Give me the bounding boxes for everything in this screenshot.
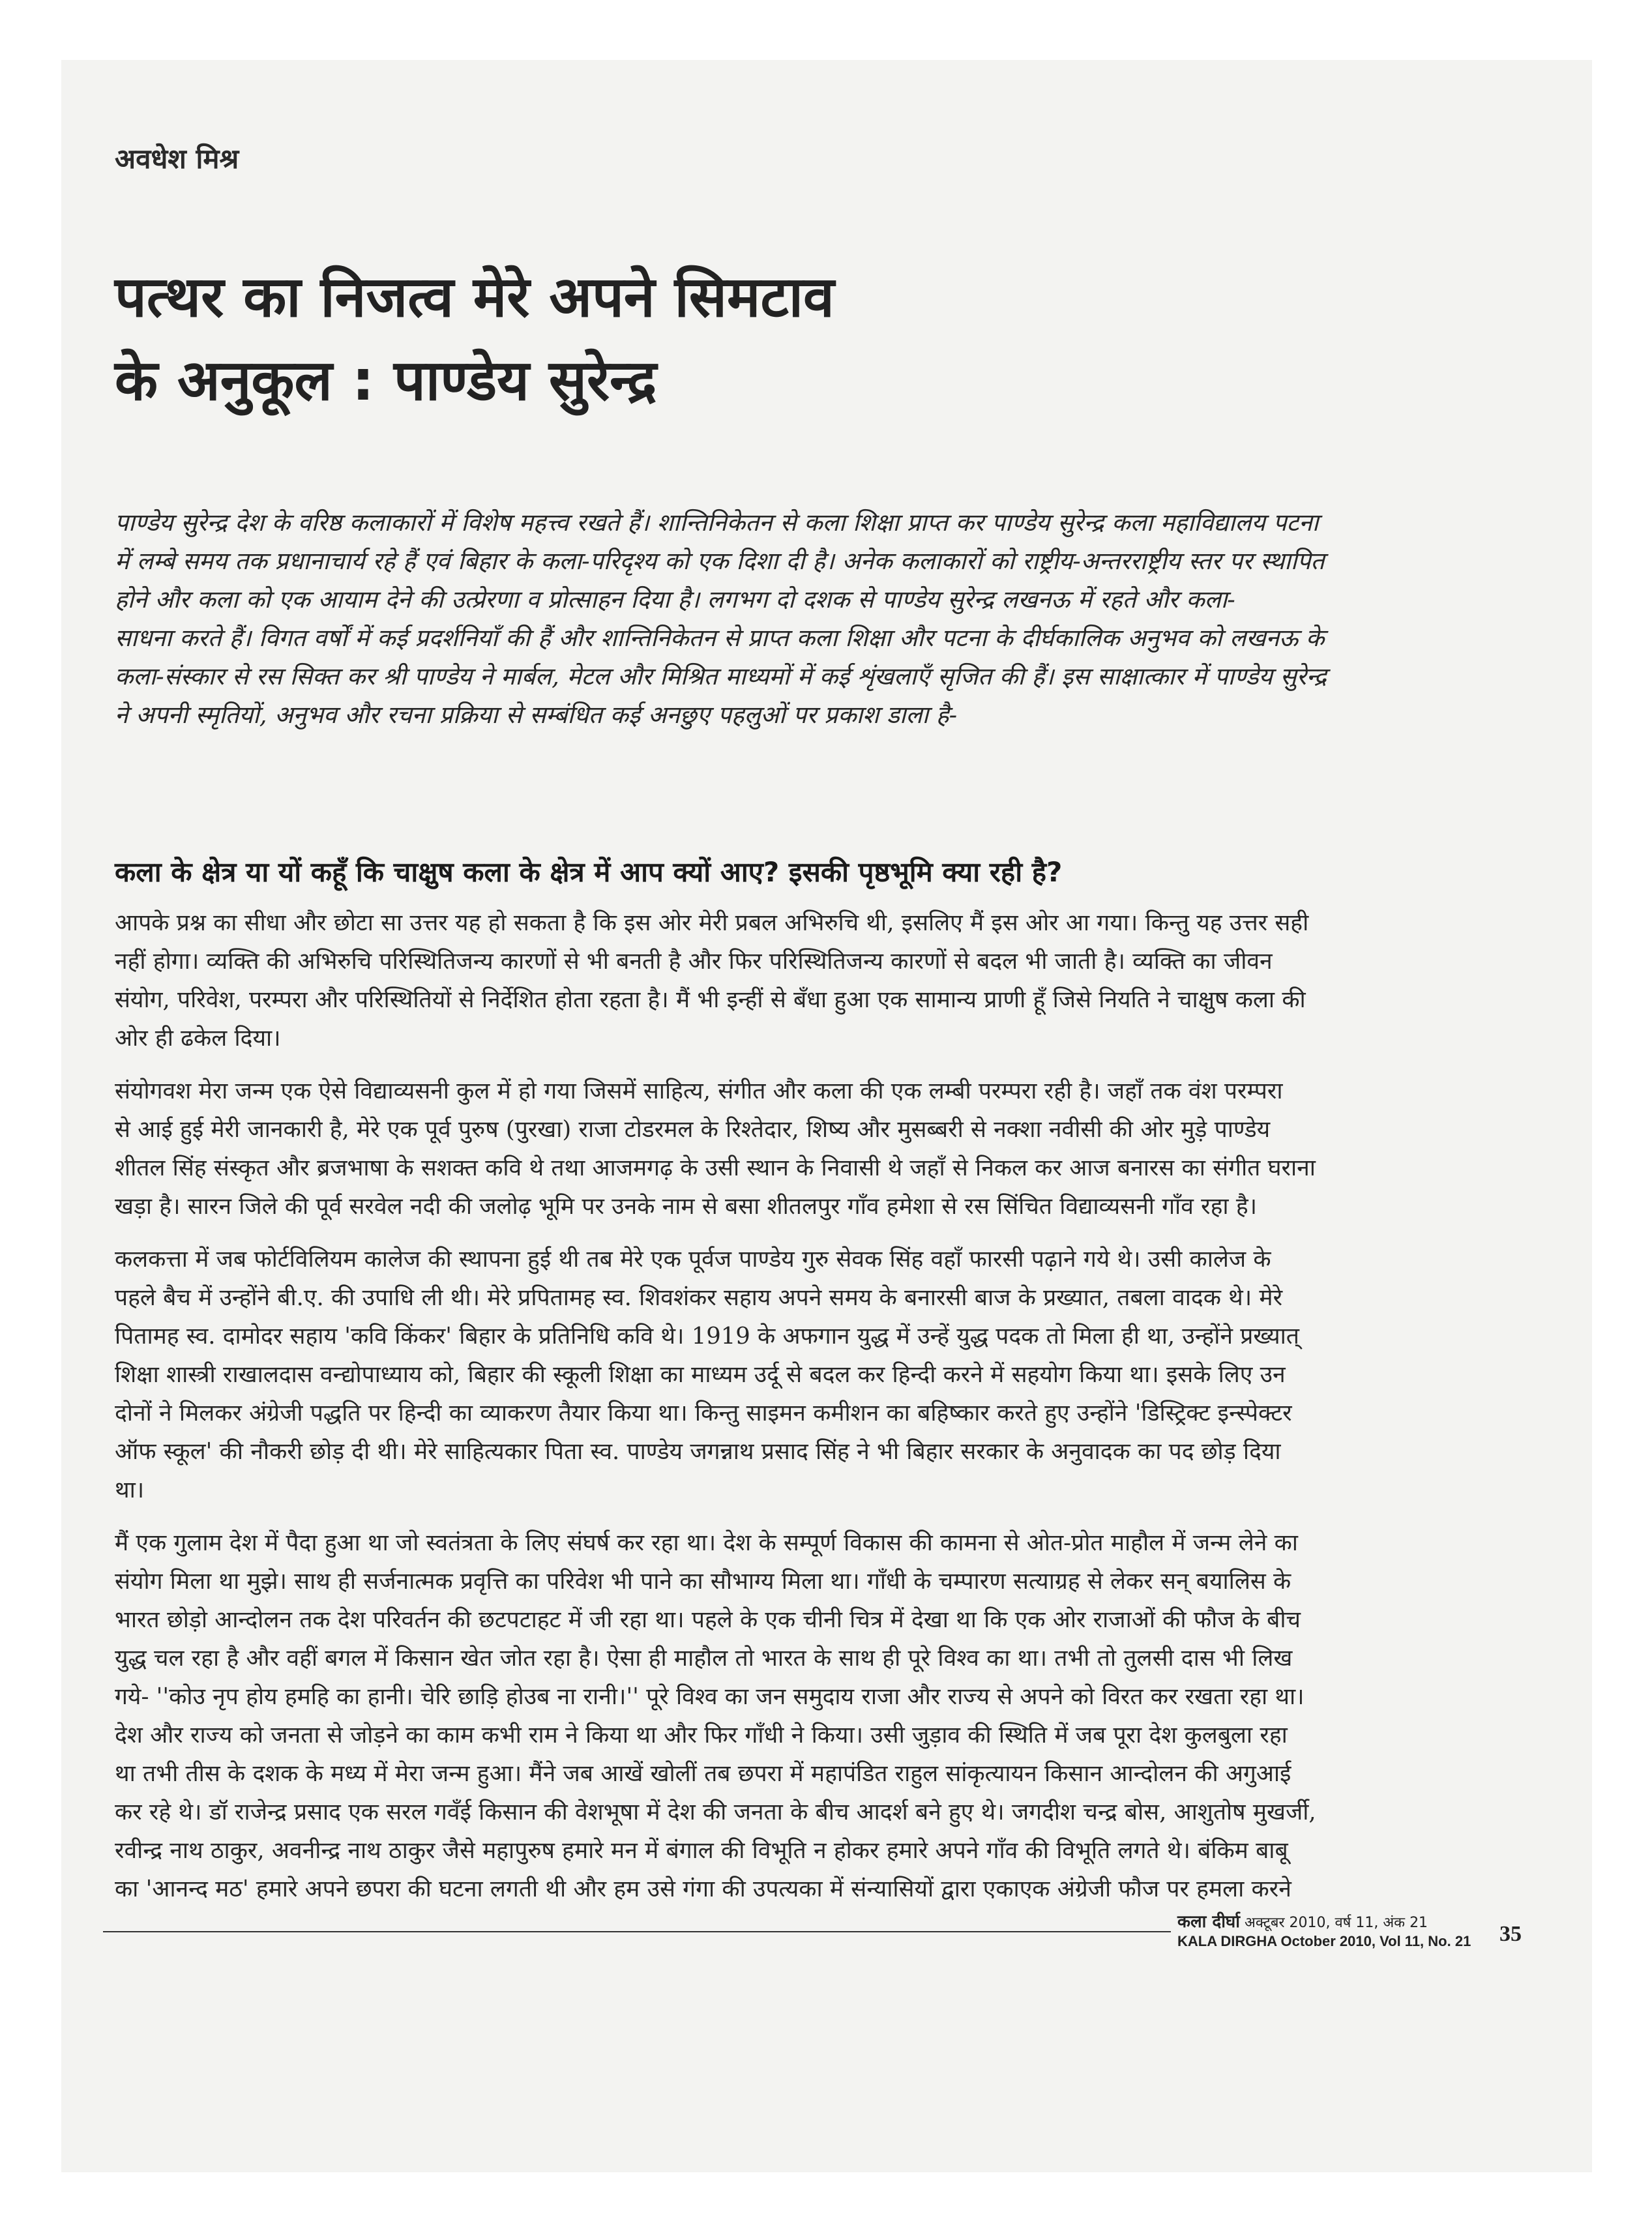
body-line: संयोगवश मेरा जन्म एक ऐसे विद्याव्यसनी कुल में हो गया जिसमें साहित्य, संगीत और कला की एक लम्बी परम्परा रही है। जहाँ तक वंश परम्परा (115, 1078, 1283, 1104)
body-paragraph-4 (115, 1524, 1531, 1908)
intro-line: होने और कला को एक आयाम देने की उत्प्रेरणा व प्रोत्साहन दिया है। लगभग दो दशक से पाण्डेय सुरेन्द्र लखनऊ में रहते और कला- (115, 585, 1235, 613)
footer-hindi-name: कला दीर्घा (1177, 1912, 1241, 1932)
intro-line: ने अपनी स्मृतियों, अनुभव और रचना प्रक्रिया से सम्बंधित कई अनछुए पहलुओं पर प्रकाश डाला है- (115, 701, 958, 729)
author-name: अवधेश मिश्र (115, 143, 239, 175)
body-line: शीतल सिंह संस्कृत और ब्रजभाषा के सशक्त कवि थे तथा आजमगढ़ के उसी स्थान के निवासी थे जहाँ से निकल कर आज बनारस का संगीत घराना (115, 1155, 1316, 1181)
body-line: ऑफ स्कूल' की नौकरी छोड़ दी थी। मेरे साहित्यकार पिता स्व. पाण्डेय जगन्नाथ प्रसाद सिंह ने भी बिहार सरकार के अनुवादक का पद छोड़ दिया (115, 1438, 1281, 1465)
body-line: से आई हुई मेरी जानकारी है, मेरे एक पूर्व पुरुष (पुरखा) राजा टोडरमल के रिश्तेदार, शिष्य और मुसब्बरी से नक्शा नवीसी की ओर मुड़े पाण्डेय (115, 1116, 1271, 1143)
body-paragraph-1 (115, 904, 1531, 1057)
magazine-page (61, 60, 1592, 2172)
article-body (115, 904, 1531, 1923)
body-line: का 'आनन्द मठ' हमारे अपने छपरा की घटना लगती थी और हम उसे गंगा की उपत्यका में संन्यासियों द्वारा एकाएक अंग्रेजी फौज पर हमला करने (115, 1876, 1291, 1902)
body-line: नहीं होगा। व्यक्ति की अभिरुचि परिस्थितिजन्य कारणों से भी बनती है और फिर परिस्थितिजन्य कारणों से बदल भी जाती है। व्यक्ति का जीवन (115, 948, 1273, 975)
page-number: 35 (1499, 1922, 1522, 1946)
footer-hindi-issue: अक्टूबर 2010, वर्ष 11, अंक 21 (1245, 1915, 1428, 1931)
body-line: पितामह स्व. दामोदर सहाय 'कवि किंकर' बिहार के प्रतिनिधि कवि थे। 1919 के अफगान युद्ध में उन्हें युद्ध पदक तो मिला ही था, उन्होंने प्रख्यात् (115, 1323, 1299, 1350)
interview-question: कला के क्षेत्र या यों कहूँ कि चाक्षुष कला के क्षेत्र में आप क्यों आए? इसकी पृष्ठभूमि क्या रही है? (115, 856, 1063, 888)
body-line: गये- ''कोउ नृप होय हमहि का हानी। चेरि छाड़ि होउब ना रानी।'' पूरे विश्व का जन समुदाय राजा और राज्य से अपने को विरत कर रखता रहा था। (115, 1683, 1305, 1710)
title-line: पत्थर का निजत्व मेरे अपने सिमटाव (115, 265, 834, 330)
body-line: संयोग, परिवेश, परम्परा और परिस्थितियों से निर्देशित होता रहता है। मैं भी इन्हीं से बँधा हुआ एक सामान्य प्राणी हूँ जिसे नियति ने चाक्षुष कला की (115, 986, 1306, 1013)
body-line: था तभी तीस के दशक के मध्य में मेरा जन्म हुआ। मैंने जब आखें खोलीं तब छपरा में महापंडित राहुल सांकृत्यायन किसान आन्दोलन की अगुआई (115, 1760, 1291, 1787)
title-line: के अनुकूल : पाण्डेय सुरेन्द्र (115, 348, 657, 413)
body-line: दोनों ने मिलकर अंग्रेजी पद्धति पर हिन्दी का व्याकरण तैयार किया था। किन्तु साइमन कमीशन का बहिष्कार करते हुए उन्होंने 'डिस्ट्रिक्ट इन्स्पेक्टर (115, 1400, 1292, 1426)
body-line: भारत छोड़ो आन्दोलन तक देश परिवर्तन की छटपटाहट में जी रहा था। पहले के एक चीनी चित्र में देखा था कि एक ओर राजाओं की फौज के बीच (115, 1606, 1301, 1633)
intro-line: कला-संस्कार से रस सिक्त कर श्री पाण्डेय ने मार्बल, मेटल और मिश्रित माध्यमों में कई शृंखलाएँ सृजित की हैं। इस साक्षात्कार में पाण्डेय सुरेन्द्र (115, 662, 1327, 690)
body-line: शिक्षा शास्त्री राखालदास वन्द्योपाध्याय को, बिहार की स्कूली शिक्षा का माध्यम उर्दू से बदल कर हिन्दी करने में सहयोग किया था। इसके लिए उन (115, 1361, 1286, 1388)
body-line: मैं एक गुलाम देश में पैदा हुआ था जो स्वतंत्रता के लिए संघर्ष कर रहा था। देश के सम्पूर्ण विकास की कामना से ओत-प्रोत माहौल में जन्म लेने का (115, 1529, 1298, 1556)
body-line: युद्ध चल रहा है और वहीं बगल में किसान खेत जोत रहा है। ऐसा ही माहौल तो भारत के साथ ही पूरे विश्व का था। तभी तो तुलसी दास भी लिख (115, 1645, 1293, 1672)
intro-paragraph (115, 503, 1531, 734)
body-line: आपके प्रश्न का सीधा और छोटा सा उत्तर यह हो सकता है कि इस ओर मेरी प्रबल अभिरुचि थी, इसलिए मैं इस ओर आ गया। किन्तु यह उत्तर सही (115, 909, 1309, 936)
article-title (115, 256, 1093, 422)
body-line: देश और राज्य को जनता से जोड़ने का काम कभी राम ने किया था और फिर गाँधी ने किया। उसी जुड़ाव की स्थिति में जब पूरा देश कुलबुला रहा (115, 1722, 1288, 1749)
footer-rule (103, 1931, 1171, 1932)
body-line: ओर ही ढकेल दिया। (115, 1025, 281, 1052)
intro-line: में लम्बे समय तक प्रधानाचार्य रहे हैं एवं बिहार के कला-परिदृश्य को एक दिशा दी है। अनेक कलाकारों को राष्ट्रीय-अन्तरराष्ट्रीय स्तर पर स्थापित (115, 547, 1325, 575)
intro-line: पाण्डेय सुरेन्द्र देश के वरिष्ठ कलाकारों में विशेष महत्त्व रखते हैं। शान्तिनिकेतन से कला शिक्षा प्राप्त कर पाण्डेय सुरेन्द्र कला महाविद्यालय पटना (115, 509, 1319, 537)
body-line: रवीन्द्र नाथ ठाकुर, अवनीन्द्र नाथ ठाकुर जैसे महापुरुष हमारे मन में बंगाल की विभूति न होकर हमारे अपने गाँव की विभूति लगते थे। बंकिम बाबू (115, 1837, 1288, 1864)
body-line: संयोग मिला था मुझे। साथ ही सर्जनात्मक प्रवृत्ति का परिवेश भी पाने का सौभाग्य मिला था। गाँधी के चम्पारण सत्याग्रह से लेकर सन् बयालिस के (115, 1568, 1291, 1595)
body-line: कर रहे थे। डॉ राजेन्द्र प्रसाद एक सरल गवँई किसान की वेशभूषा में देश की जनता के बीच आदर्श बने हुए थे। जगदीश चन्द्र बोस, आशुतोष मुखर्जी, (115, 1799, 1316, 1825)
footer-masthead (1177, 1913, 1516, 1951)
body-line: खड़ा है। सारन जिले की पूर्व सरवेल नदी की जलोढ़ भूमि पर उनके नाम से बसा शीतलपुर गाँव हमेशा से रस सिंचित विद्याव्यसनी गाँव रहा है। (115, 1193, 1258, 1220)
body-line: पहले बैच में उन्होंने बी.ए. की उपाधि ली थी। मेरे प्रपितामह स्व. शिवशंकर सहाय अपने समय के बनारसी बाज के प्रख्यात, तबला वादक थे। मेरे (115, 1284, 1283, 1311)
intro-line: साधना करते हैं। विगत वर्षों में कई प्रदर्शनियाँ की हैं और शान्तिनिकेतन से प्राप्त कला शिक्षा और पटना के दीर्घकालिक अनुभव को लखनऊ के (115, 624, 1325, 652)
body-line: था। (115, 1477, 145, 1503)
body-paragraph-3 (115, 1240, 1531, 1509)
footer-english: KALA DIRGHA October 2010, Vol 11, No. 21 (1177, 1933, 1471, 1949)
body-paragraph-2 (115, 1072, 1531, 1226)
body-line: कलकत्ता में जब फोर्टविलियम कालेज की स्थापना हुई थी तब मेरे एक पूर्वज पाण्डेय गुरु सेवक सिंह वहाँ फारसी पढ़ाने गये थे। उसी कालेज के (115, 1246, 1271, 1273)
